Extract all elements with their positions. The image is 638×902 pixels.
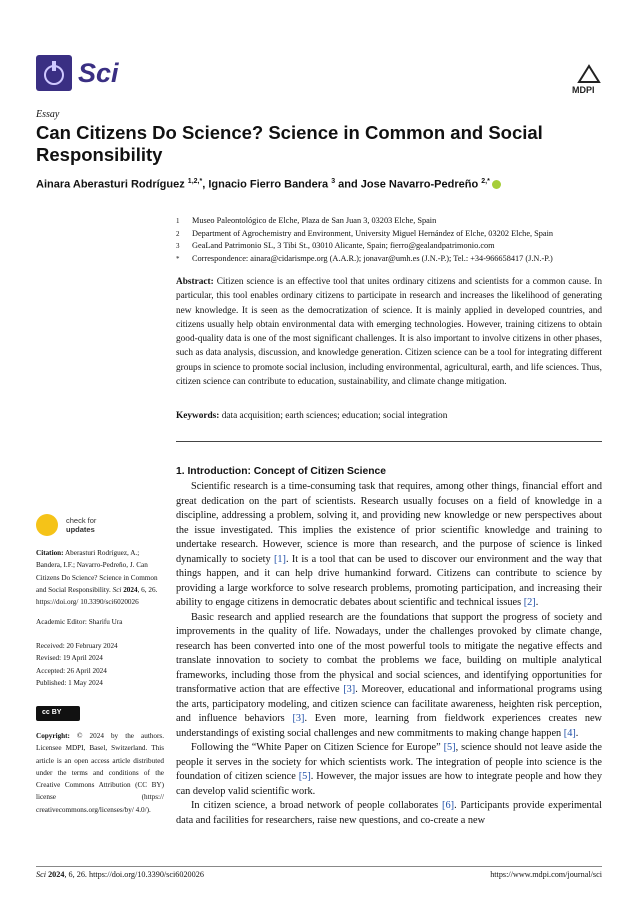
body-text-run: , science should not leave aside the people it serves in the society for which scientists work. The integration of people into science is the foundation of citizen science [176, 742, 602, 782]
check-updates-line1: check for [66, 516, 97, 525]
body-text-run: Basic research and applied research are the foundations that support the progress of society and improvements in the quality of life. Nowadays, under the challenges provoked by climate change, research has been converted into one of the most powerful tools to mitigate the negative effects and translate innovation to society to combat the problems we face, building on multiple analytical frameworks, including those from the physical and social sciences, and identifying opportunities for transformative action that are effective [176, 611, 602, 695]
affiliation-item [176, 253, 606, 266]
affiliation-item [176, 240, 606, 253]
cc-by-license-icon[interactable] [36, 706, 80, 721]
footer-journal: Sci [36, 870, 47, 879]
body-text-run: . However, the major issues are how to integrate people and how they can develop valid scientific work. [176, 771, 602, 797]
citation-link[interactable]: [5] [298, 771, 311, 782]
citation-year: 2024 [123, 585, 138, 594]
keywords-text: data acquisition; earth sciences; education; social integration [221, 411, 448, 421]
footer-doi[interactable]: , 6, 26. https://doi.org/10.3390/sci6020026 [64, 870, 204, 879]
author-separator: , [202, 178, 209, 191]
section-divider [176, 441, 602, 442]
affiliation-mark: 3 [176, 242, 180, 250]
author-name[interactable]: Jose Navarro-Pedreño [360, 178, 479, 191]
body-paragraph [176, 799, 602, 828]
affiliation-text: GeaLand Patrimonio SL, 3 Tibi St., 03010 Alicante, Spain; fierro@gealandpatrimonio.com [192, 241, 495, 250]
copyright-block [36, 730, 164, 816]
checkmark-icon [36, 514, 58, 536]
journal-logo-icon [36, 55, 72, 91]
keywords-label: Keywords: [176, 411, 220, 421]
footer-journal-url[interactable]: https://www.mdpi.com/journal/sci [490, 870, 602, 879]
body-text-run: In citizen science, a broad network of people collaborates [191, 800, 443, 811]
citation-journal: Sci [112, 585, 122, 594]
citation-label: Citation: [36, 549, 64, 557]
body-text-run: . Moreover, educational and informational programs using the arts, participatory modeling, and citizen science can facilitate awareness, heighten risk perception, and influence behaviors [176, 684, 602, 724]
body-text-run: . Even more, learning from fieldwork experiences creates new understandings of existing social challenges and new commitments to making change happen [176, 713, 602, 739]
copyright-text: © 2024 by the authors. Licensee MDPI, Basel, Switzerland. This article is an open access article distributed under the terms and conditions of the Creative Commons Attribution (CC BY) license (https:// creativecommons.org/licenses/by/ 4.0/). [36, 732, 165, 814]
citation-link[interactable]: [3] [292, 713, 305, 724]
author-affil-mark: 3 [331, 178, 336, 185]
body-text-run: . It is a tool that can be used to discover our environment and the way that things happen, and it can help drive humankind forward. Citizens can contribute to science by providing a large workforce to solve research problems, promoting participation, and increasing their ability to engage citizens in democratic debates about scientific and technical issues [176, 553, 602, 608]
body-paragraph [176, 480, 602, 611]
author-list [36, 178, 606, 191]
author-affil-mark: 2,* [481, 178, 490, 185]
body-text-run: . [575, 727, 579, 739]
published-date: Published: 1 May 2024 [36, 678, 103, 687]
affiliation-mark: * [176, 254, 180, 263]
citation-link[interactable]: [3] [343, 684, 356, 695]
section-heading: 1. Introduction: Concept of Citizen Science [176, 466, 386, 477]
article-type: Essay [36, 109, 60, 120]
publisher-name: MDPI [572, 85, 595, 95]
author-separator: and [335, 178, 361, 191]
footer-divider [36, 866, 602, 867]
affiliation-mark: 1 [176, 217, 180, 225]
correspondence-text[interactable]: Correspondence: ainara@cidarismpe.org (A.A.R.); jonavar@umh.es (J.N.-P.); Tel.: +34-966658417 (J.N.-P.) [192, 253, 553, 263]
body-text-run: Scientific research is a time-consuming task that requires, among other things, financial effort and great dedication on the part of scientists. Research usually focuses on a field of knowledge in a discipline, addressing a problem, solving it, and providing new knowledge or new perspectives about the issue investigated. This implies the existence of prior scientific knowledge and training to undertake research. However, science is more than research, and the purpose of science is linked dynamically to society [176, 481, 602, 565]
affiliation-item [176, 228, 606, 241]
citation-doi[interactable]: , 6, 26. https://doi.org/ 10.3390/sci6020026 [36, 585, 158, 607]
check-for-updates-button[interactable] [36, 514, 96, 536]
article-title: Can Citizens Do Science? Science in Common and Social Responsibility [36, 122, 543, 165]
citation-link[interactable]: [6] [442, 800, 455, 811]
abstract-label: Abstract: [176, 277, 214, 287]
body-paragraph [176, 741, 602, 799]
affiliations [176, 215, 606, 265]
received-date: Received: 20 February 2024 [36, 642, 118, 650]
citation-text: Aberasturi Rodríguez, A.; Bandera, I.F.; Navarro-Pedreño, J. Can Citizens Do Science? Science in Common and Social Responsibility. [36, 549, 158, 594]
citation-link[interactable]: [5] [443, 742, 456, 753]
footer-year: 2024 [48, 870, 65, 879]
citation-link[interactable]: [1] [273, 553, 286, 565]
revised-date: Revised: 19 April 2024 [36, 654, 103, 663]
mdpi-logo-icon [577, 64, 601, 84]
author-affil-mark: 1,2,* [187, 178, 203, 185]
author-name[interactable]: Ainara Aberasturi Rodríguez [36, 178, 185, 191]
abstract-text: Citizen science is an effective tool that unites ordinary citizens and scientists for a common cause. In particular, this tool enables ordinary citizens to participate in research and increases the likelihood of generating new knowledge. It is seen as the democratization of science. It is mainly applied in developed countries, and citizens usually help obtain environmental data with emerging technologies. However, training citizens to obtain good-quality data is one of the most significant challenges. It is also important to involve citizens in other phases, such as data analysis, discussion, and knowledge generation. Citizen science can be a tool for integrating different groups in science to promote social inclusion, including environmental, agricultural, earth, and life sciences. Thus, citizen science can contribute to education, sustainability, and climate change mitigation. [176, 277, 602, 388]
abstract [176, 275, 602, 389]
cc-label: cc BY [42, 709, 62, 716]
footer-citation [36, 870, 204, 879]
author-name[interactable]: Ignacio Fierro Bandera [208, 178, 329, 191]
orcid-icon[interactable] [492, 180, 501, 189]
keywords [176, 411, 602, 421]
affiliation-item [176, 215, 606, 228]
body-paragraph [176, 611, 602, 742]
journal-name: Sci [78, 58, 119, 88]
check-updates-label [66, 516, 96, 534]
affiliation-text: Department of Agrochemistry and Environment, University Miguel Hernández of Elche, 03202 Elche, Spain [192, 228, 554, 238]
citation-block [36, 547, 164, 608]
affiliation-text: Museo Paleontológico de Elche, Plaza de San Juan 3, 03203 Elche, Spain [192, 216, 437, 225]
citation-link[interactable]: [2] [523, 597, 536, 608]
body-text-run: Following the “White Paper on Citizen Science for Europe” [191, 742, 444, 753]
body-text-run: . Participants provide experimental data and facilities for researchers, raise new questions, and co-create a new [176, 800, 602, 826]
section-body [176, 480, 602, 828]
academic-editor: Academic Editor: Sharifu Ura [36, 618, 123, 626]
dates-block [36, 640, 164, 689]
copyright-label: Copyright: [36, 732, 70, 740]
body-text-run: . [535, 597, 539, 608]
affiliation-mark: 2 [176, 229, 180, 238]
citation-link[interactable]: [4] [563, 727, 576, 739]
accepted-date: Accepted: 26 April 2024 [36, 666, 107, 675]
check-updates-line2: updates [66, 525, 95, 534]
